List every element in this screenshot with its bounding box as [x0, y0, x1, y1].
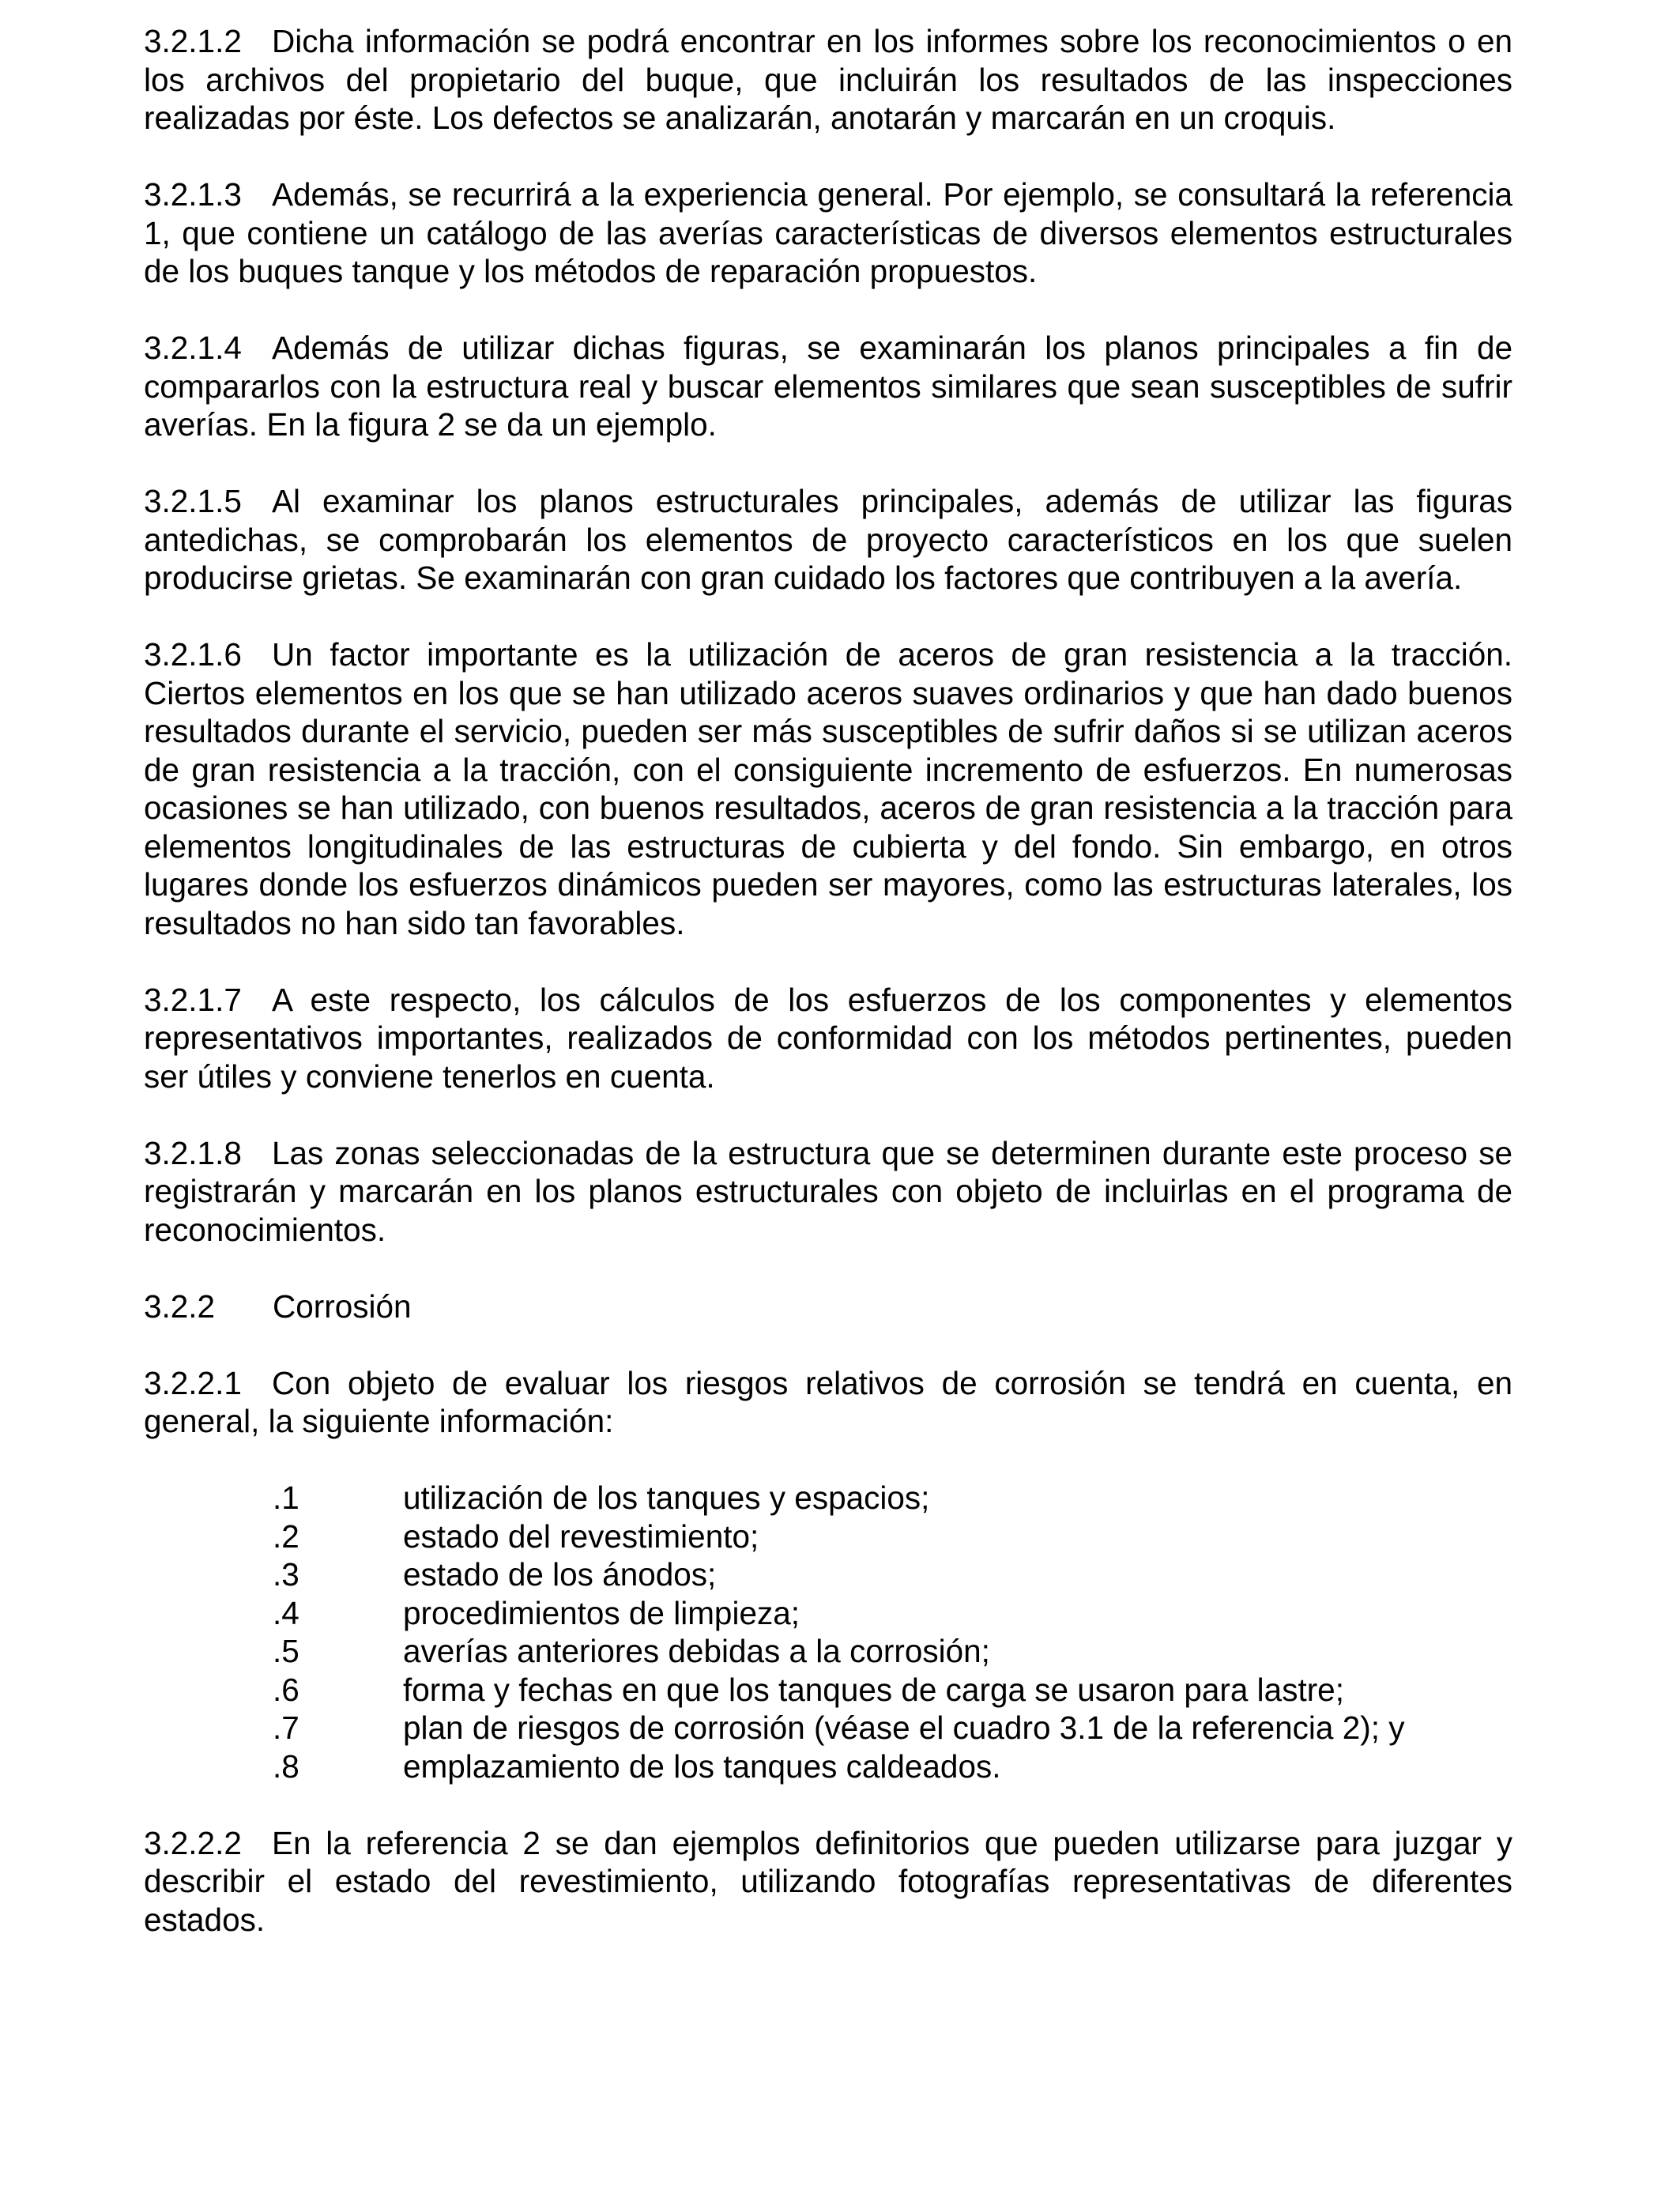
list-item	[144, 1594, 1512, 1633]
paragraph-number: 3.2.1.8	[144, 1134, 242, 1171]
paragraph-text: Un factor importante es la utilización de aceros de gran resistencia a la tracción. Ciertos elementos en los que se han utilizado aceros suaves ordinarios y que han dado buenos resultados durante el servicio, pueden ser más susceptibles de sufrir daños si se utilizan aceros de gran resistencia a la tracción, con el consiguiente incremento de esfuerzos. En numerosas ocasiones se han utilizado, con buenos resultados, aceros de gran resistencia a la tracción para elementos longitudinales de las estructuras de cubierta y del fondo. Sin embargo, en otros lugares donde los esfuerzos dinámicos pueden ser mayores, como las estructuras laterales, los resultados no han sido tan favorables.	[144, 636, 1512, 941]
list-item-text: emplazamiento de los tanques caldeados.	[403, 1747, 1001, 1785]
paragraph-3-2-1-2	[144, 22, 1512, 138]
list-item-text: procedimientos de limpieza;	[403, 1594, 800, 1631]
document-page	[144, 22, 1512, 1977]
list-item-number: .8	[273, 1747, 299, 1785]
paragraph-text: En la referencia 2 se dan ejemplos definitorios que pueden utilizarse para juzgar y describir el estado del revestimiento, utilizando fotografías representativas de diferentes estados.	[144, 1824, 1512, 1938]
list-item	[144, 1632, 1512, 1671]
heading-title: Corrosión	[273, 1287, 412, 1325]
list-item-text: estado del revestimiento;	[403, 1517, 759, 1555]
paragraph-number: 3.2.1.4	[144, 330, 242, 366]
section-heading-corrosion	[144, 1287, 1512, 1326]
paragraph-3-2-1-7	[144, 981, 1512, 1096]
list-item-text: averías anteriores debidas a la corrosión;	[403, 1633, 990, 1669]
paragraph-3-2-1-8	[144, 1134, 1512, 1250]
heading-number: 3.2.2	[144, 1287, 216, 1325]
paragraph-number: 3.2.2.1	[144, 1364, 242, 1401]
list-item-number: .3	[273, 1556, 299, 1593]
list-item	[144, 1671, 1512, 1710]
paragraph-3-2-1-4	[144, 329, 1512, 444]
list-item-text: forma y fechas en que los tanques de carga se usaron para lastre;	[403, 1671, 1344, 1708]
paragraph-text: Dicha información se podrá encontrar en los informes sobre los reconocimientos o en los archivos del propietario del buque, que incluirán los resultados de las inspecciones realizadas por éste. Los defectos se analizarán, anotarán y marcarán en un croquis.	[144, 23, 1512, 136]
list-item	[144, 1517, 1512, 1556]
list-item-text: plan de riesgos de corrosión (véase el cuadro 3.1 de la referencia 2); y	[403, 1710, 1405, 1746]
paragraph-number: 3.2.1.6	[144, 636, 242, 673]
list-item-text: utilización de los tanques y espacios;	[403, 1480, 930, 1516]
paragraph-3-2-1-6	[144, 635, 1512, 942]
list-item	[144, 1555, 1512, 1594]
list-item-number: .4	[273, 1594, 299, 1631]
paragraph-3-2-2-1	[144, 1364, 1512, 1441]
paragraph-text: A este respecto, los cálculos de los esfuerzos de los componentes y elementos representativos importantes, realizados de conformidad con los métodos pertinentes, pueden ser útiles y conviene tenerlos en cuenta.	[144, 981, 1512, 1095]
paragraph-number: 3.2.1.3	[144, 176, 242, 213]
list-item-number: .1	[273, 1480, 299, 1516]
paragraph-text: Al examinar los planos estructurales principales, además de utilizar las figuras antedichas, se comprobarán los elementos de proyecto característicos en los que suelen producirse grietas. Se examinarán con gran cuidado los factores que contribuyen a la avería.	[144, 483, 1512, 596]
list-item-text: estado de los ánodos;	[403, 1556, 717, 1593]
list-item-number: .6	[273, 1671, 299, 1708]
paragraph-text: Las zonas seleccionadas de la estructura que se determinen durante este proceso se registrarán y marcarán en los planos estructurales con objeto de incluirlas en el programa de reconocimientos.	[144, 1134, 1512, 1248]
list-item	[144, 1479, 1512, 1517]
paragraph-number: 3.2.1.7	[144, 981, 242, 1018]
paragraph-3-2-2-2	[144, 1824, 1512, 1940]
list-item	[144, 1709, 1512, 1747]
paragraph-number: 3.2.2.2	[144, 1824, 242, 1861]
paragraph-number: 3.2.1.2	[144, 23, 242, 59]
paragraph-text: Además de utilizar dichas figuras, se examinarán los planos principales a fin de compararlos con la estructura real y buscar elementos similares que sean susceptibles de sufrir averías. En la figura 2 se da un ejemplo.	[144, 330, 1512, 443]
list-item	[144, 1747, 1512, 1786]
paragraph-3-2-1-5	[144, 482, 1512, 598]
list-item-number: .7	[273, 1710, 299, 1746]
paragraph-text: Con objeto de evaluar los riesgos relativos de corrosión se tendrá en cuenta, en general, la siguiente información:	[144, 1364, 1512, 1439]
paragraph-3-2-1-3	[144, 175, 1512, 291]
paragraph-number: 3.2.1.5	[144, 483, 242, 519]
list-item-number: .2	[273, 1517, 299, 1555]
paragraph-text: Además, se recurrirá a la experiencia general. Por ejemplo, se consultará la referencia 1, que contiene un catálogo de las averías características de diversos elementos estructurales de los buques tanque y los métodos de reparación propuestos.	[144, 176, 1512, 289]
list-item-number: .5	[273, 1633, 299, 1669]
corrosion-info-list	[144, 1479, 1512, 1785]
